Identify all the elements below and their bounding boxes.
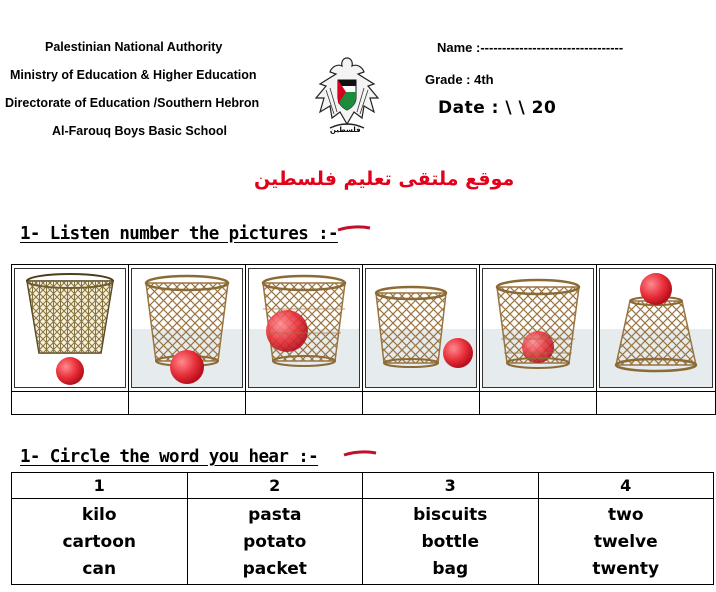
picture-cell-1	[12, 265, 129, 392]
word-option[interactable]: biscuits	[413, 505, 488, 525]
site-title: موقع ملتقى تعليم فلسطين	[254, 168, 515, 190]
basket-ball-next-icon	[366, 269, 476, 387]
word-option[interactable]: kilo	[81, 505, 117, 525]
basket-ball-inside-icon	[483, 269, 593, 387]
answer-box-1[interactable]	[12, 392, 129, 415]
word-column-4	[538, 499, 714, 585]
word-option[interactable]: potato	[243, 532, 307, 552]
basket-ball-front-icon	[132, 269, 242, 387]
red-mark-2	[343, 443, 377, 449]
answer-box-6[interactable]	[597, 392, 716, 415]
word-option[interactable]: packet	[242, 559, 307, 579]
red-mark-1	[337, 218, 371, 224]
word-option[interactable]: twenty	[592, 559, 660, 579]
basket-ball-under-icon	[15, 269, 125, 387]
school-line: Al-Farouq Boys Basic School	[52, 124, 228, 138]
words-table	[11, 472, 714, 585]
picture-cell-3	[246, 265, 363, 392]
column-number-2: 2	[187, 473, 363, 499]
directorate-line: Directorate of Education /Southern Hebron	[5, 96, 260, 110]
answer-box-4[interactable]	[363, 392, 480, 415]
basket-ball-on-icon	[600, 269, 712, 387]
word-column-1	[12, 499, 188, 585]
word-column-2	[187, 499, 363, 585]
picture-cell-6	[597, 265, 716, 392]
picture-cell-4	[363, 265, 480, 392]
logo-emblem-text: فلسطين	[330, 126, 361, 134]
picture-cell-2	[129, 265, 246, 392]
word-option[interactable]: twelve	[593, 532, 658, 552]
grade-field: Grade : 4th	[425, 72, 494, 87]
word-option[interactable]: can	[82, 559, 117, 579]
basket-ball-in-icon	[249, 269, 359, 387]
word-column-3	[363, 499, 539, 585]
pictures-table	[11, 264, 716, 415]
authority-line: Palestinian National Authority	[45, 40, 223, 54]
word-option[interactable]: bottle	[421, 532, 479, 552]
answer-box-2[interactable]	[129, 392, 246, 415]
ministry-line: Ministry of Education & Higher Education	[10, 68, 257, 82]
word-option[interactable]: bag	[432, 559, 469, 579]
palestinian-eagle-logo	[310, 54, 384, 140]
word-option[interactable]: cartoon	[62, 532, 137, 552]
word-option[interactable]: two	[607, 505, 644, 525]
column-number-1: 1	[12, 473, 188, 499]
picture-cell-5	[480, 265, 597, 392]
answer-box-3[interactable]	[246, 392, 363, 415]
column-number-3: 3	[363, 473, 539, 499]
section2-title: 1- Circle the word you hear :-	[20, 447, 319, 467]
answer-box-5[interactable]	[480, 392, 597, 415]
section1-title: 1- Listen number the pictures :-	[20, 224, 338, 244]
column-number-4: 4	[538, 473, 714, 499]
date-field: Date : \ \ 20	[438, 98, 557, 118]
name-field: Name :---------------------------------	[437, 40, 624, 55]
word-option[interactable]: pasta	[248, 505, 302, 525]
